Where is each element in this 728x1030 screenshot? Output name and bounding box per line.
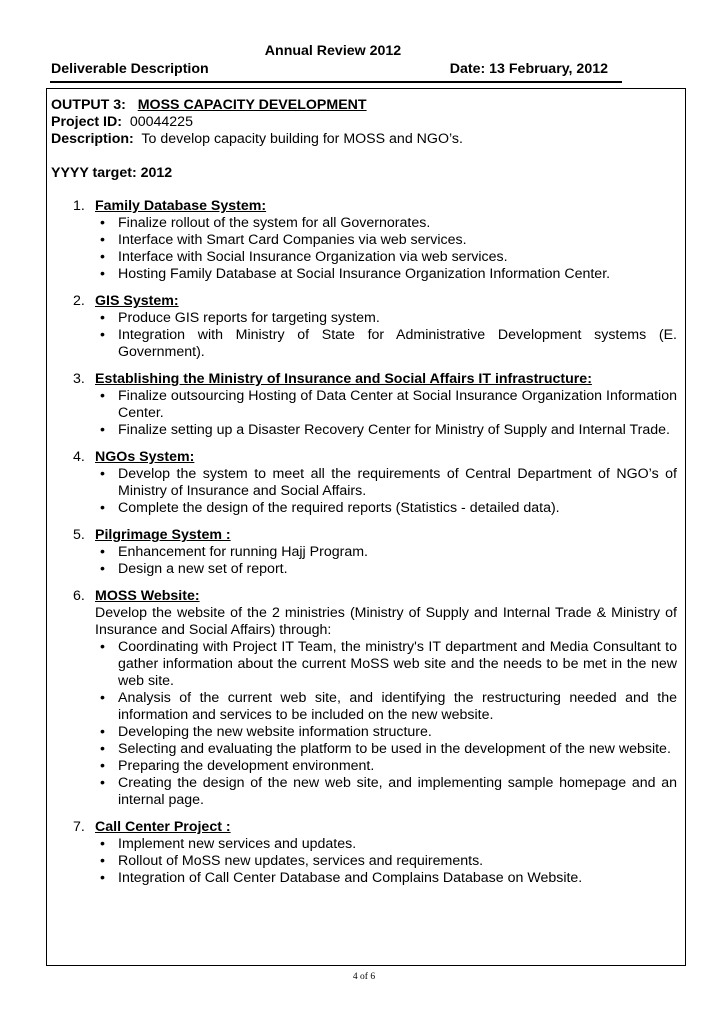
bullet-icon: •: [100, 310, 105, 326]
bullet-text: Produce GIS reports for targeting system.: [118, 310, 380, 326]
bullet-item: [51, 561, 677, 578]
bullet-text: Rollout of MoSS new updates, services and requirements.: [118, 853, 484, 869]
section-number: 5.: [73, 527, 85, 543]
bullet-item: [51, 327, 677, 361]
bullet-text: Integration with Ministry of State for Administrative Development systems (E. Government).: [118, 327, 677, 360]
bullet-item: [51, 870, 677, 887]
bullet-item: [51, 853, 677, 870]
bullet-icon: •: [100, 758, 105, 774]
bullet-icon: •: [100, 741, 105, 757]
output-name: MOSS CAPACITY DEVELOPMENT: [137, 97, 367, 113]
bullet-icon: •: [100, 870, 105, 886]
bullet-icon: •: [100, 775, 105, 791]
bullet-item: [51, 544, 677, 561]
target-line: [51, 165, 677, 182]
bullet-icon: •: [100, 561, 105, 577]
bullet-icon: •: [100, 724, 105, 740]
bullet-text: Interface with Social Insurance Organization via web services.: [118, 249, 508, 265]
bullet-text: Complete the design of the required reports (Statistics - detailed data).: [118, 500, 560, 516]
bullet-text: Preparing the development environment.: [118, 758, 375, 774]
section-title: Family Database System:: [95, 198, 267, 214]
bullet-text: Finalize outsourcing Hosting of Data Center at Social Insurance Organization Information Center.: [118, 388, 677, 421]
deliverable-label: Deliverable Description: [51, 61, 209, 77]
bullet-item: [51, 422, 677, 439]
sections-list: [51, 198, 677, 887]
bullet-text: Developing the new website information structure.: [118, 724, 432, 740]
section-title: Call Center Project :: [95, 819, 231, 835]
content-box: [46, 88, 686, 966]
bullet-item: [51, 724, 677, 741]
bullet-text: Analysis of the current web site, and identifying the restructuring needed and the information and services to be included on the new website.: [118, 690, 677, 723]
bullet-item: [51, 249, 677, 266]
bullet-icon: •: [100, 639, 105, 655]
bullet-text: Implement new services and updates.: [118, 836, 357, 852]
bullet-icon: •: [100, 466, 105, 482]
section-2: [51, 293, 677, 361]
section-title: Establishing the Ministry of Insurance and Social Affairs IT infrastructure:: [95, 371, 592, 387]
section-1: [51, 198, 677, 283]
section-number: 1.: [73, 198, 85, 214]
bullet-icon: •: [100, 232, 105, 248]
bullet-item: [51, 310, 677, 327]
section-5: [51, 527, 677, 578]
section-number: 4.: [73, 449, 85, 465]
bullet-icon: •: [100, 500, 105, 516]
bullet-icon: •: [100, 266, 105, 282]
bullet-icon: •: [100, 836, 105, 852]
section-number: 2.: [73, 293, 85, 309]
bullet-text: Integration of Call Center Database and Complains Database on Website.: [118, 870, 583, 886]
bullet-item: [51, 388, 677, 422]
bullet-text: Selecting and evaluating the platform to be used in the development of the new website.: [118, 741, 671, 757]
bullet-icon: •: [100, 388, 105, 404]
document-header-row: [50, 61, 622, 83]
bullet-icon: •: [100, 853, 105, 869]
section-title: GIS System:: [95, 293, 179, 309]
document-header-title: Annual Review 2012: [264, 43, 402, 59]
target-year: 2012: [140, 165, 173, 181]
bullet-icon: •: [100, 544, 105, 560]
bullet-item: [51, 215, 677, 232]
bullet-list: [51, 215, 677, 283]
bullet-text: Enhancement for running Hajj Program.: [118, 544, 368, 560]
bullet-list: [51, 466, 677, 517]
section-number: 7.: [73, 819, 85, 835]
bullet-item: [51, 466, 677, 500]
bullet-item: [51, 836, 677, 853]
bullet-icon: •: [100, 215, 105, 231]
output-label: OUTPUT 3: [51, 97, 122, 113]
bullet-item: [51, 690, 677, 724]
section-number: 6.: [73, 588, 85, 604]
section-3: [51, 371, 677, 439]
bullet-text: Coordinating with Project IT Team, the ministry's IT department and Media Consultant to gather information about the current MoSS web site and the needs to be met in the new web site.: [118, 639, 677, 689]
bullet-text: Design a new set of report.: [118, 561, 288, 577]
bullet-text: Hosting Family Database at Social Insurance Organization Information Center.: [118, 266, 611, 282]
section-paragraph: Develop the website of the 2 ministries (Ministry of Supply and Internal Trade & Ministry of Insurance and Social Affairs) through:: [95, 605, 677, 638]
project-id-label: Project ID:: [51, 114, 122, 130]
section-title: NGOs System:: [95, 449, 195, 465]
output-heading: OUTPUT 3: MOSS CAPACITY DEVELOPMENT: [51, 97, 367, 113]
target-label: YYYY target:: [51, 165, 137, 181]
bullet-list: [51, 544, 677, 578]
bullet-list: [51, 388, 677, 439]
bullet-icon: •: [100, 422, 105, 438]
bullet-item: [51, 266, 677, 283]
bullet-text: Interface with Smart Card Companies via web services.: [118, 232, 467, 248]
section-6: [51, 588, 677, 809]
project-id-value: 00044225: [129, 114, 193, 130]
bullet-icon: •: [100, 327, 105, 343]
section-title: MOSS Website:: [95, 588, 200, 604]
description-label: Description:: [51, 131, 134, 147]
section-4: [51, 449, 677, 517]
bullet-item: [51, 775, 677, 809]
bullet-text: Develop the system to meet all the requirements of Central Department of NGO’s of Ministry of Insurance and Social Affairs.: [118, 466, 677, 499]
bullet-text: Finalize setting up a Disaster Recovery Center for Ministry of Supply and Internal Trade.: [118, 422, 670, 438]
bullet-item: [51, 232, 677, 249]
bullet-text: Creating the design of the new web site, and implementing sample homepage and an internal page.: [118, 775, 677, 808]
bullet-item: [51, 639, 677, 690]
section-7: [51, 819, 677, 887]
description-text: To develop capacity building for MOSS and NGO’s.: [141, 131, 463, 147]
bullet-icon: •: [100, 690, 105, 706]
section-number: 3.: [73, 371, 85, 387]
page-number: 4 of 6: [352, 972, 376, 982]
bullet-text: Finalize rollout of the system for all Governorates.: [118, 215, 431, 231]
section-title: Pilgrimage System :: [95, 527, 231, 543]
bullet-item: [51, 758, 677, 775]
description-line: [51, 131, 677, 148]
bullet-list: [51, 836, 677, 887]
bullet-item: [51, 500, 677, 517]
bullet-list: [51, 310, 677, 361]
document-date: Date: 13 February, 2012: [449, 61, 608, 77]
project-id-line: [51, 114, 677, 131]
bullet-icon: •: [100, 249, 105, 265]
bullet-item: [51, 741, 677, 758]
bullet-list: [51, 639, 677, 809]
